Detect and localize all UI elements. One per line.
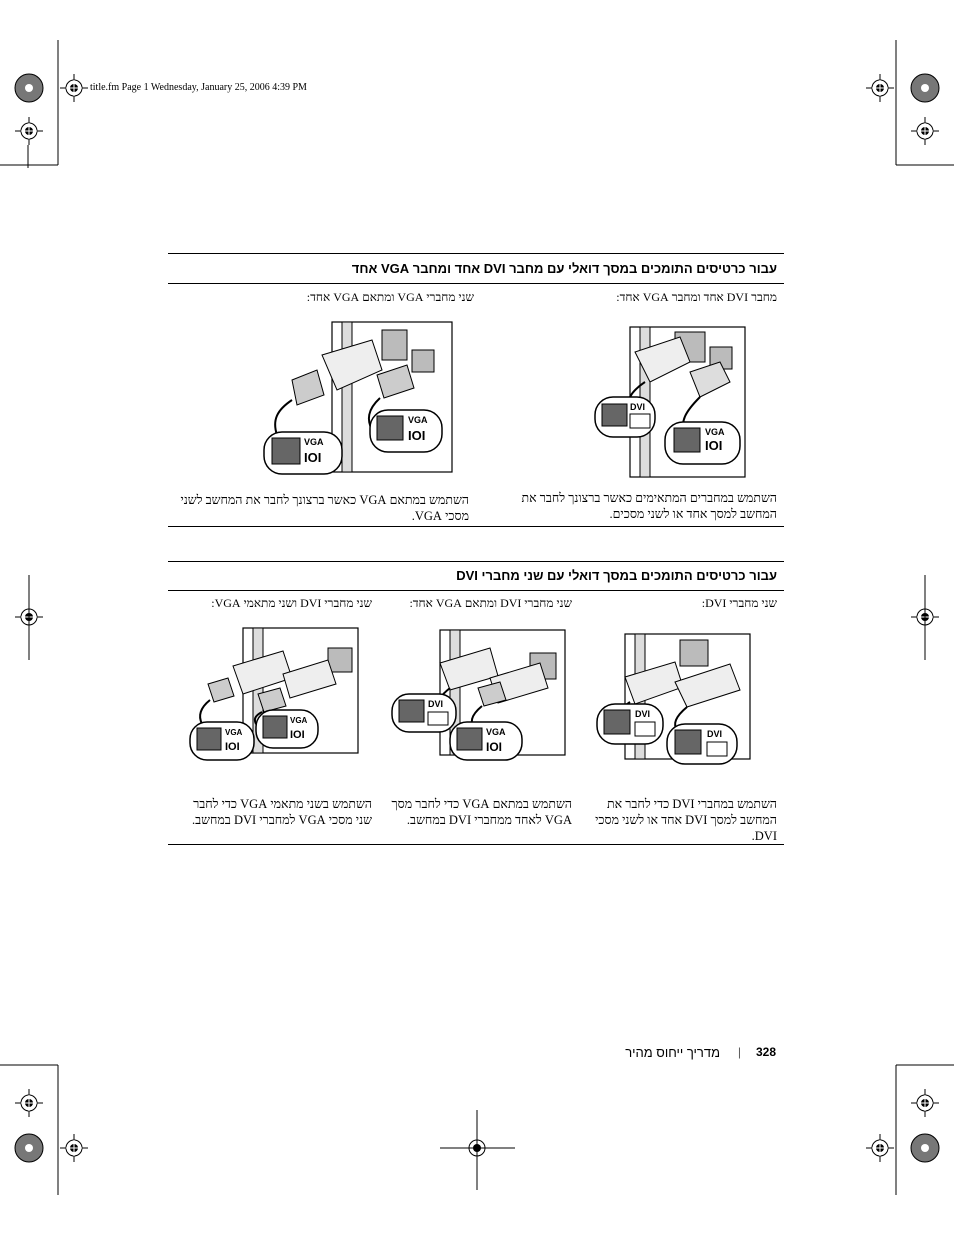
- section2-title: עבור כרטיסים התומכים במסך דואלי עם שני מחברי DVI: [456, 568, 777, 583]
- section1-title-rule: [168, 283, 784, 284]
- vga-label: VGA: [408, 415, 428, 425]
- vga-symbol: IOI: [408, 428, 426, 443]
- section2-title-rule: [168, 590, 784, 591]
- section2-left-label: שני מחברי DVI ושני מתאמי VGA:: [211, 596, 372, 610]
- footer-separator: |: [738, 1044, 741, 1059]
- vga-symbol: IOI: [705, 438, 723, 453]
- vga-label: VGA: [225, 728, 243, 737]
- vga-label: VGA: [290, 716, 308, 725]
- section1-left-desc: השתמש במתאם VGA כאשר ברצונך לחבר את המחשב לשני מסכי VGA.: [180, 493, 469, 523]
- illustration-dvi-vga-adapter: [390, 628, 570, 763]
- vga-symbol: IOI: [225, 741, 240, 753]
- section1-right-label: מחבר DVI אחד ומחבר VGA אחד:: [616, 290, 777, 304]
- dvi-label: DVI: [707, 729, 723, 739]
- illustration-vga-adapter: [262, 320, 462, 480]
- section2-top-rule: [168, 561, 784, 562]
- dvi-label: DVI: [428, 699, 444, 709]
- section2-mid-desc: השתמש במתאם VGA כדי לחבר מסך VGA לאחד ממחברי DVI במחשב.: [391, 797, 572, 827]
- section1-bottom-rule: [168, 526, 784, 527]
- vga-label: VGA: [486, 727, 506, 737]
- illustration-two-dvi: [595, 632, 755, 777]
- page-number: 328: [756, 1045, 777, 1059]
- dvi-label: DVI: [635, 709, 651, 719]
- section2-bottom-rule: [168, 844, 784, 845]
- section1-left-label: שני מחברי VGA ומתאם VGA אחד:: [306, 290, 474, 304]
- vga-label: VGA: [705, 427, 725, 437]
- vga-symbol: IOI: [304, 450, 322, 465]
- footer-title: מדריך ייחוס מהיר: [625, 1045, 720, 1060]
- file-header: title.fm Page 1 Wednesday, January 25, 2006 4:39 PM: [90, 82, 307, 93]
- illustration-two-vga-adapters: [188, 626, 363, 761]
- section1-title: עבור כרטיסים התומכים במסך דואלי עם מחבר DVI אחד ומחבר VGA אחד: [351, 261, 777, 276]
- vga-symbol: IOI: [290, 729, 305, 741]
- section2-mid-label: שני מחברי DVI ומתאם VGA אחד:: [409, 596, 572, 610]
- section1-right-desc: השתמש במחברים המתאימים כאשר ברצונך לחבר את המחשב למסך אחד או לשני מסכים.: [521, 491, 777, 521]
- section2-left-desc: השתמש בשני מתאמי VGA כדי לחבר שני מסכי VGA למחברי DVI במחשב.: [192, 797, 372, 827]
- dvi-label: DVI: [630, 402, 646, 412]
- section1-top-rule: [168, 253, 784, 254]
- vga-label: VGA: [304, 437, 324, 447]
- illustration-dvi-vga: [590, 322, 765, 482]
- section2-right-desc: השתמש במחברי DVI כדי לחבר את המחשב למסך DVI אחד או לשני מסכי DVI.: [595, 797, 777, 843]
- section2-right-label: שני מחברי DVI:: [701, 596, 777, 610]
- vga-symbol: IOI: [486, 740, 503, 754]
